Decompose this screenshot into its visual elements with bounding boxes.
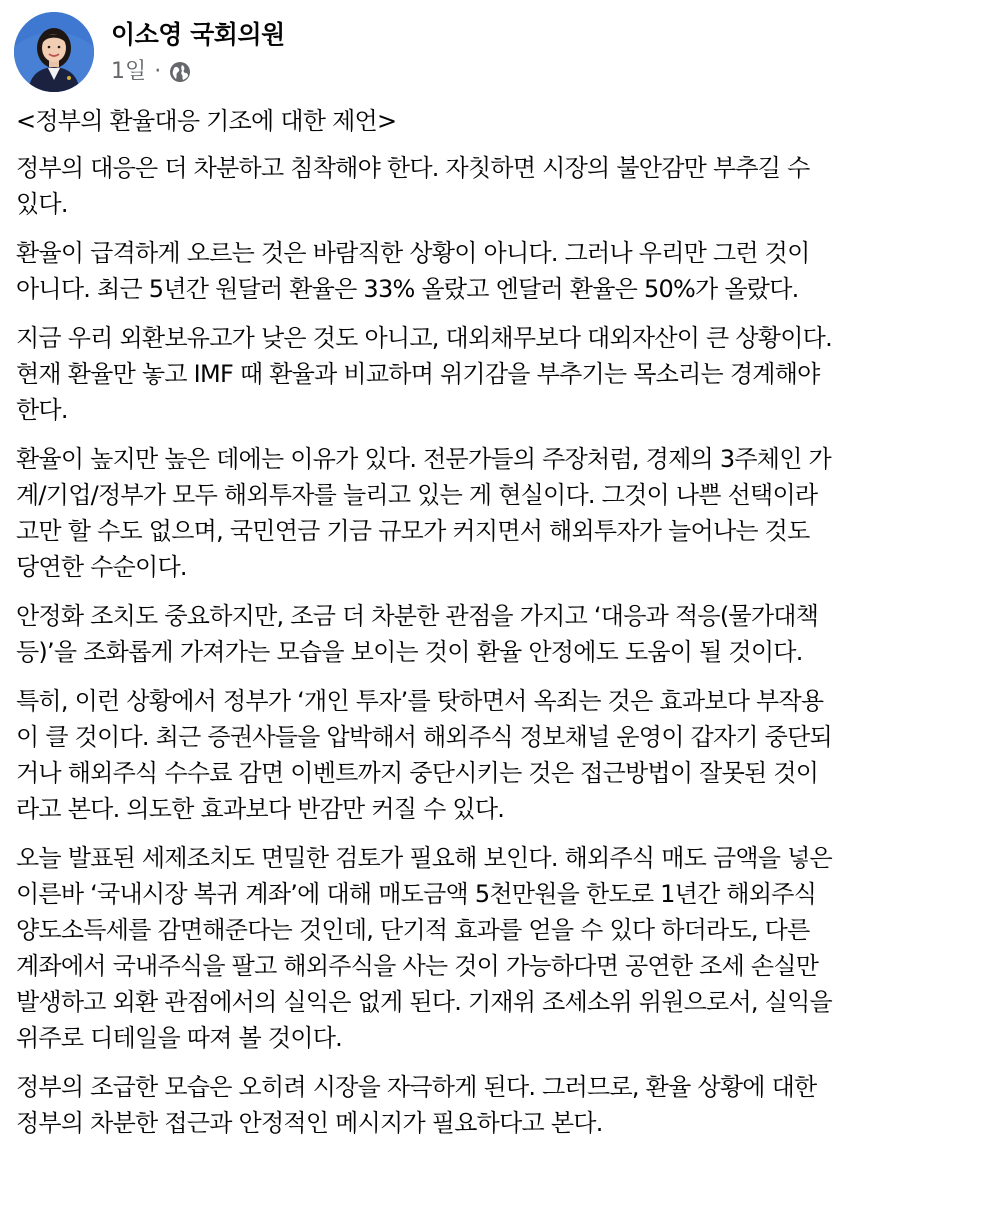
post-timestamp[interactable]: 1일	[111, 59, 147, 84]
post-paragraph: 정부의 대응은 더 차분하고 침착해야 한다. 자칫하면 시장의 불안감만 부추길 수 있다.	[16, 154, 810, 218]
post-paragraph: 오늘 발표된 세제조치도 면밀한 검토가 필요해 보인다. 해외주식 매도 금액을 넣은 이른바 ‘국내시장 복귀 계좌’에 대해 매도금액 5천만원을 한도로 1년간 해외주식 양도소득세를 감면해준다는 것인데, 단기적 효과를 얻을 수 있다 하더라도, 다른 계좌에서 국내주식을 팔고 해외주식을 사는 것이 가능하다면 공연한 조세 손실만 발생하고 외환 관점에서의 실익은 없게 된다. 기재위 조세소위 위원으로서, 실익을 위주로 디테일을 따져 볼 것이다.	[16, 844, 832, 1052]
post-paragraph: 지금 우리 외환보유고가 낮은 것도 아니고, 대외채무보다 대외자산이 큰 상황이다. 현재 환율만 놓고 IMF 때 환율과 비교하며 위기감을 부추기는 목소리는 경계해야 한다.	[16, 324, 832, 424]
post-body	[16, 103, 971, 1154]
post-paragraph: 안정화 조치도 중요하지만, 조금 더 차분한 관점을 가지고 ‘대응과 적응(물가대책 등)’을 조화롭게 가져가는 모습을 보이는 것이 환율 안정에도 도움이 될 것이다.	[16, 602, 819, 666]
author-avatar[interactable]	[14, 12, 94, 92]
post-paragraph: 환율이 급격하게 오르는 것은 바람직한 상황이 아니다. 그러나 우리만 그런 것이 아니다. 최근 5년간 원달러 환율은 33% 올랐고 엔달러 환율은 50%가 올랐다.	[16, 239, 810, 303]
post-meta	[111, 12, 285, 86]
separator-dot: ·	[154, 59, 162, 84]
avatar-portrait	[14, 12, 94, 92]
post-header	[14, 12, 285, 92]
author-name[interactable]: 이소영 국회의원	[111, 20, 285, 49]
post-paragraph: 정부의 조급한 모습은 오히려 시장을 자극하게 된다. 그러므로, 환율 상황에 대한 정부의 차분한 접근과 안정적인 메시지가 필요하다고 본다.	[16, 1073, 817, 1137]
post-subline	[111, 58, 285, 86]
post-paragraph: 특히, 이런 상황에서 정부가 ‘개인 투자’를 탓하면서 옥죄는 것은 효과보다 부작용 이 클 것이다. 최근 증권사들을 압박해서 해외주식 정보채널 운영이 갑자기 중단되 거나 해외주식 수수료 감면 이벤트까지 중단시키는 것은 접근방법이 잘못된 것이 라고 본다. 의도한 효과보다 반감만 커질 수 있다.	[16, 687, 832, 823]
post-paragraph: <정부의 환율대응 기조에 대한 제언>	[16, 107, 397, 135]
globe-icon[interactable]	[169, 61, 191, 83]
post-paragraph: 환율이 높지만 높은 데에는 이유가 있다. 전문가들의 주장처럼, 경제의 3주체인 가 계/기업/정부가 모두 해외투자를 늘리고 있는 게 현실이다. 그것이 나쁜 선택이라 고만 할 수도 없으며, 국민연금 기금 규모가 커지면서 해외투자가 늘어나는 것도 당연한 수순이다.	[16, 445, 831, 581]
